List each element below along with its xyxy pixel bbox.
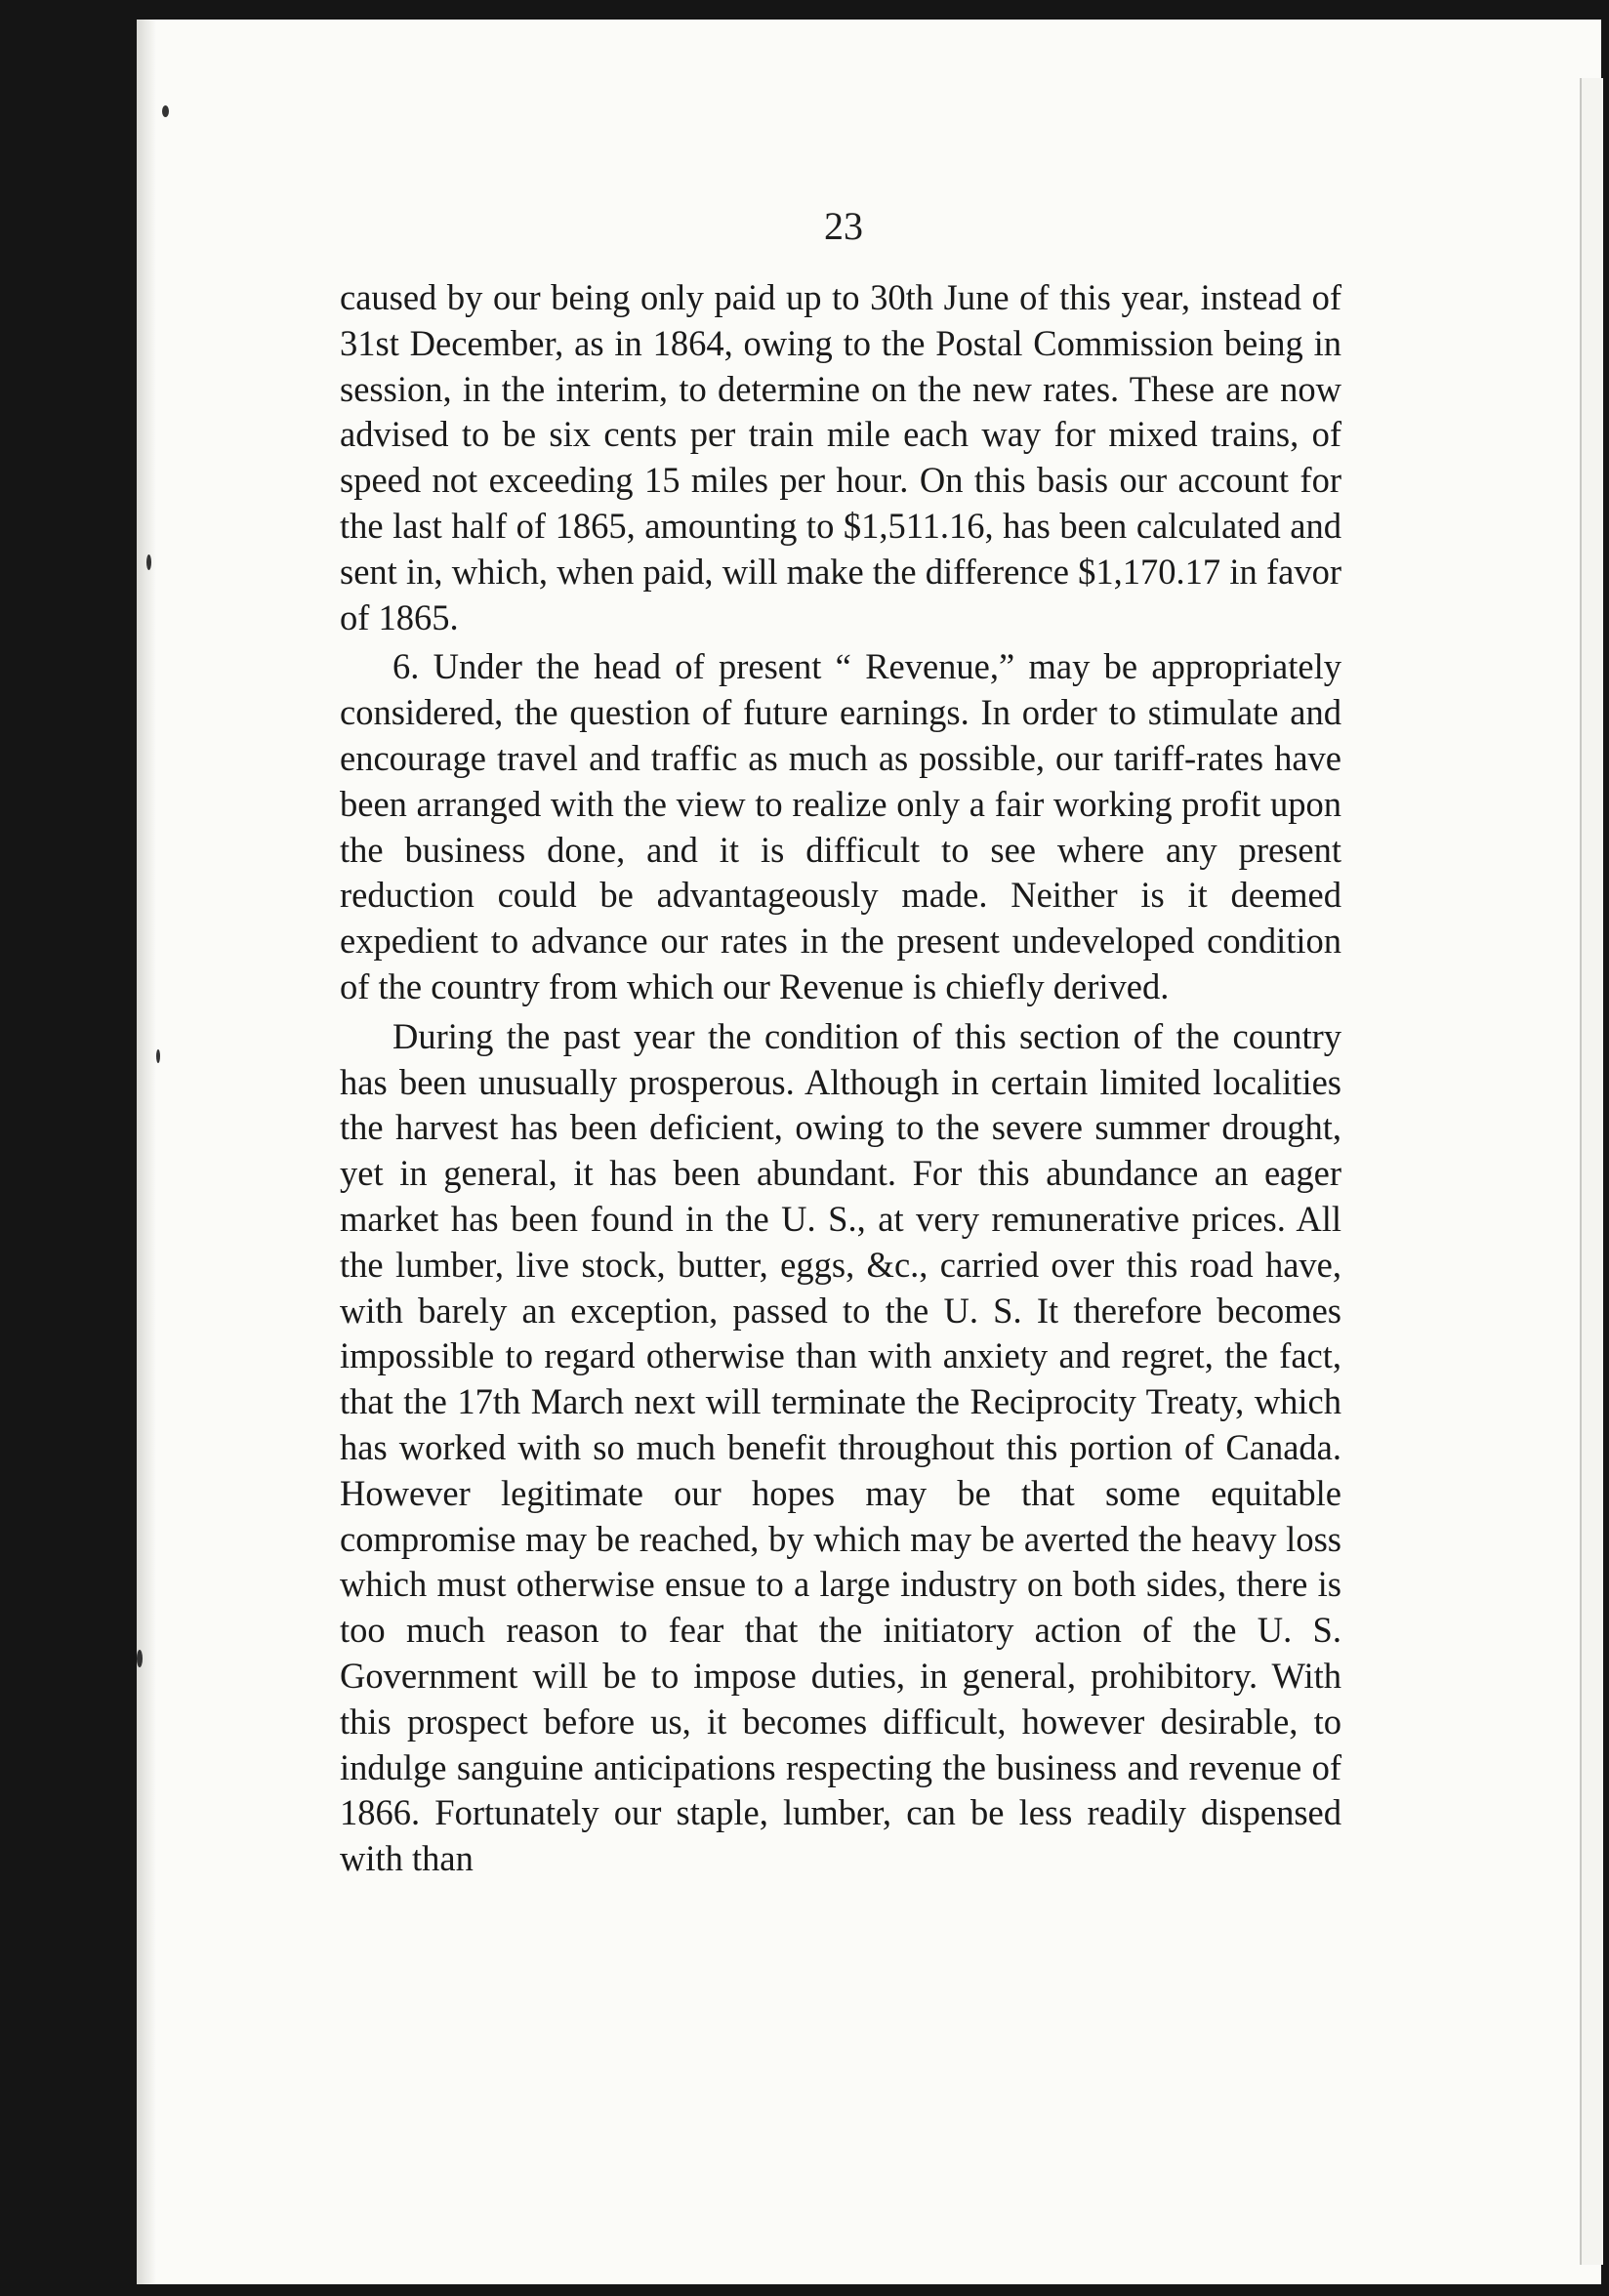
margin-mark <box>146 554 151 570</box>
page-number: 23 <box>824 204 863 248</box>
margin-mark <box>156 1049 160 1063</box>
paragraph-prosperity: During the past year the condition of this section of the country has been unusually prosperous. Although in certain limited localities the harvest has been deficient, owing to the severe summer drought, yet in general, it has been abundant. For this abundance an eager market has been found in the U. S., at very remunerative prices. All the lumber, live stock, butter, eggs, &c., carried over this road have, with barely an exception, passed to the U. S. It therefore becomes impossible to regard otherwise than with anxiety and regret, the fact, that the 17th March next will terminate the Reciprocity Treaty, which has worked with so much benefit throughout this portion of Canada. However legitimate our hopes may be that some equitable compromise may be reached, by which may be averted the heavy loss which must otherwise ensue to a large industry on both sides, there is too much reason to fear that the initiatory action of the U. S. Government will be to impose duties, in general, prohibitory. With this prospect before us, it becomes difficult, however desirable, to indulge sanguine anticipations respecting the business and revenue of 1866. Fortunately our staple, lumber, can be less readily dispensed with than <box>340 1015 1341 1879</box>
paragraph-continuation: caused by our being only paid up to 30th June of this year, instead of 31st December, as in 1864, owing to the Postal Commission being in session, in the interim, to determine on the new rates. These are now advised to be six cents per train mile each way for mixed trains, of speed not exceeding 15 miles per hour. On this basis our account for the last half of 1865, amounting to $1,511.16, has been calculated and sent in, which, when paid, will make the difference $1,170.17 in favor of 1865. <box>340 277 1341 637</box>
margin-mark <box>137 1650 143 1667</box>
page-edge <box>1580 78 1603 2265</box>
binding-gutter <box>137 20 156 2284</box>
margin-mark <box>162 105 169 117</box>
body-text <box>340 275 1341 1886</box>
paragraph-revenue: 6. Under the head of present “ Revenue,” may be appropriately considered, the question of future earnings. In order to stimulate and encourage travel and traffic as much as possible, our tariff-rates have been arranged with the view to realize only a fair working profit upon the business done, and it is difficult to see where any present reduction could be advantageously made. Neither is it deemed expedient to advance our rates in the present undeveloped condition of the country from which our Revenue is chiefly derived. <box>340 646 1341 1006</box>
